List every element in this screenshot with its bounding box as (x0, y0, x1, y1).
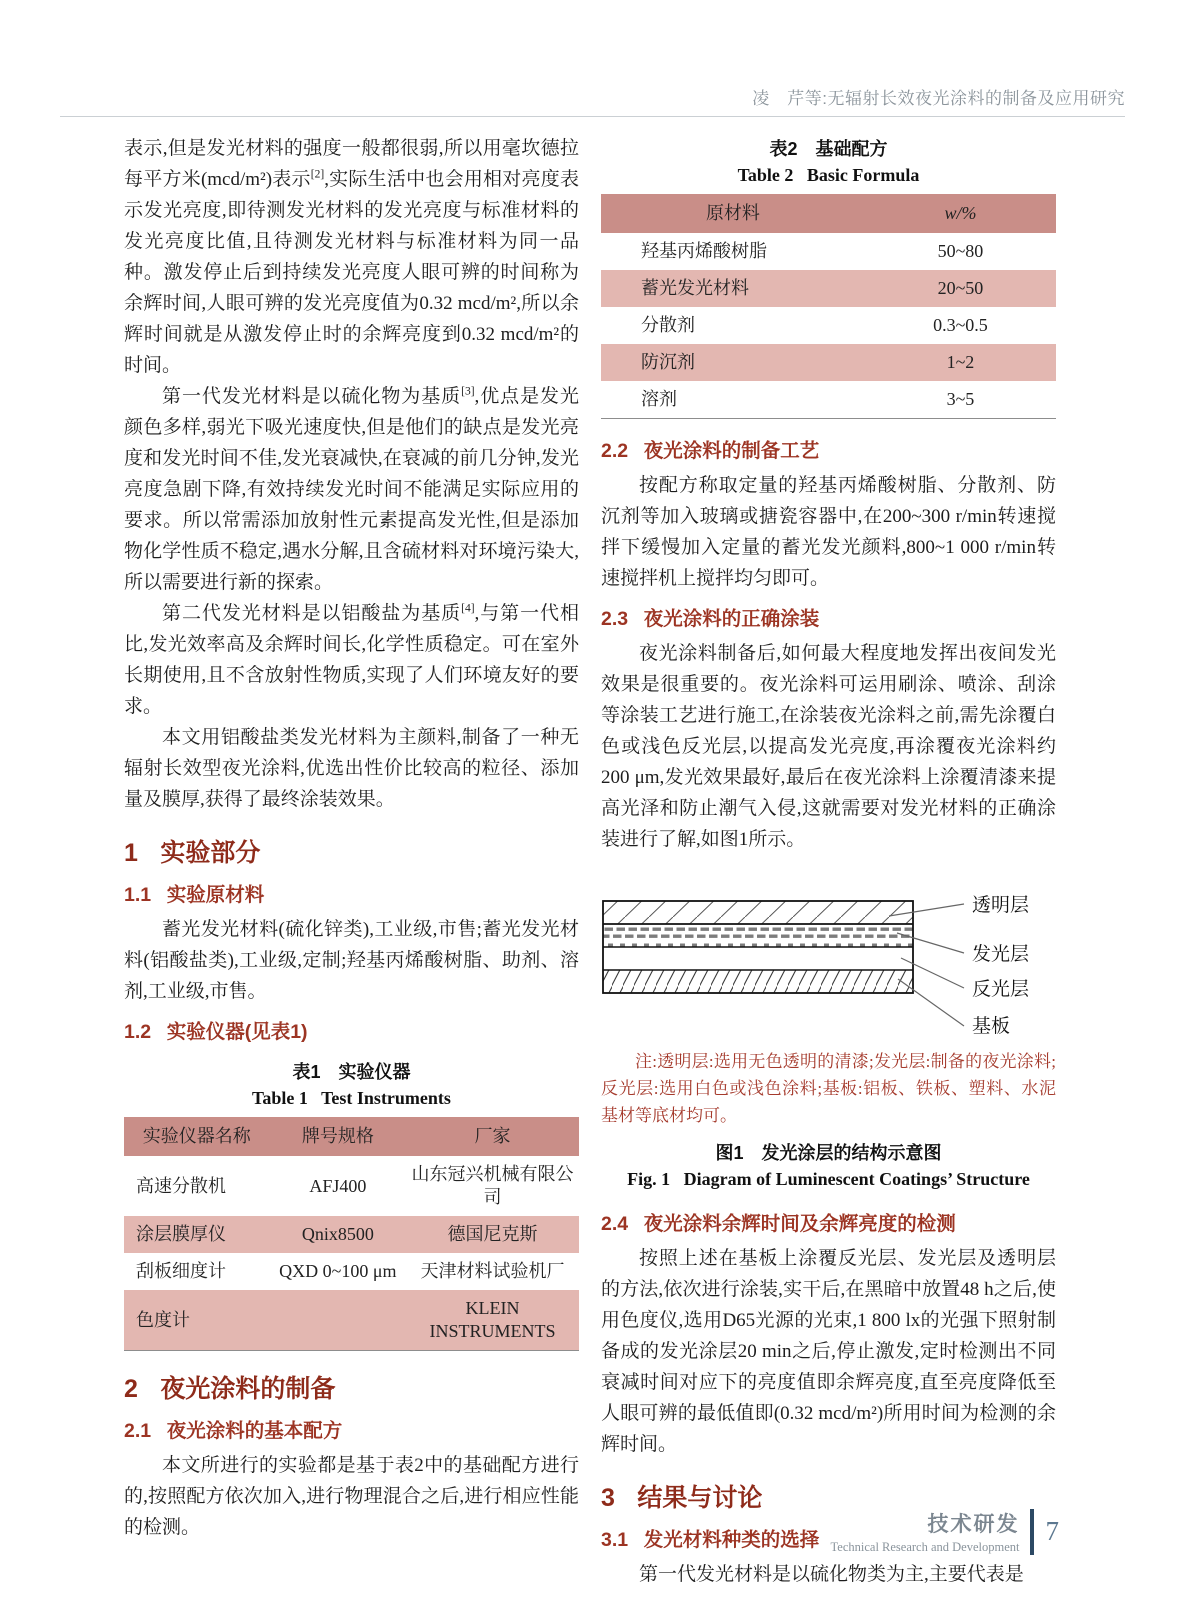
footer-section-name (831, 1508, 1020, 1555)
section-number: 2 (124, 1375, 138, 1403)
cell: 50~80 (937, 241, 984, 261)
figure-1-note: 注:透明层:选用无色透明的清漆;发光层:制备的夜光涂料;反光层:选用白色或浅色涂料;基板:铝板、铁板、塑料、水泥基材等底材均可。 (601, 1052, 1056, 1125)
table-row (124, 1290, 579, 1351)
header-divider (60, 116, 1125, 117)
section-title: 夜光涂料的正确涂装 (643, 608, 820, 630)
table-row (601, 344, 1056, 381)
table-2-caption (601, 135, 1056, 186)
section-number: 3 (601, 1484, 615, 1512)
table-2-basic-formula (601, 194, 1056, 419)
table-header-row (601, 194, 1056, 233)
reflective-layer (603, 947, 913, 970)
section-title: 实验仪器(见表1) (166, 1021, 308, 1043)
cell: 3~5 (946, 389, 975, 409)
running-header (60, 84, 1125, 109)
cell: 高速分散机 (136, 1175, 226, 1196)
layer-label-transparent: 透明层 (972, 895, 1030, 916)
running-title: 凌 芹等:无辐射长效夜光涂料的制备及应用研究 (752, 89, 1125, 108)
paragraph-coating-application: 夜光涂料制备后,如何最大程度地发挥出夜间发光效果是很重要的。夜光涂料可运用刷涂、喷涂、刮涂等涂装工艺进行施工,在涂装夜光涂料之前,需先涂覆白色或浅色反光层,以提高发光亮度,再涂覆夜光涂料约200 μm,发光效果最好,最后在夜光涂料上涂覆清漆来提高光泽和防止潮气入侵,这就需要对发光材料的正确涂装进行了解,如图1所示。 (601, 643, 1056, 850)
section-number: 3.1 (601, 1529, 629, 1551)
table-1-caption-cn: 表1 实验仪器 (292, 1062, 411, 1082)
section-number: 2.1 (124, 1420, 152, 1442)
cell: 天津材料试验机厂 (420, 1261, 565, 1281)
cell: 分散剂 (641, 315, 695, 335)
figure-1-caption-en: Fig. 1 Diagram of Luminescent Coatings’ Structure (627, 1169, 1030, 1189)
table-2-caption-en: Table 2 Basic Formula (737, 165, 920, 185)
table-1-test-instruments (124, 1117, 579, 1351)
column-header: 实验仪器名称 (124, 1117, 270, 1156)
section-title: 夜光涂料的基本配方 (166, 1420, 343, 1442)
cell: 羟基丙烯酸树脂 (641, 241, 767, 261)
table-header-row (124, 1117, 579, 1156)
table-row (601, 233, 1056, 270)
figure-1-block (601, 871, 1056, 1190)
table-1-caption (124, 1058, 579, 1109)
paragraph-study-summary: 本文用铝酸盐类发光材料为主颜料,制备了一种无辐射长效型夜光涂料,优选出性价比较高的粒径、添加量及膜厚,获得了最终涂装效果。 (124, 727, 579, 810)
cell: 蓄光发光材料 (641, 278, 749, 298)
table-row (601, 381, 1056, 419)
table-row (124, 1253, 579, 1290)
layer-label-reflective: 反光层 (972, 979, 1030, 1000)
section-number: 2.2 (601, 440, 629, 462)
section-number: 2.3 (601, 608, 629, 630)
table-row (601, 307, 1056, 344)
cell: AFJ400 (309, 1175, 367, 1196)
cell: 20~50 (937, 278, 984, 298)
left-column (124, 133, 579, 1590)
section-title: 结果与讨论 (637, 1484, 763, 1512)
cell: 山东冠兴机械有限公司 (411, 1164, 574, 1207)
section-number: 1 (124, 839, 138, 867)
table-row (124, 1216, 579, 1253)
page-footer (831, 1508, 1059, 1555)
layer-label-luminescent: 发光层 (972, 944, 1030, 965)
cell: 溶剂 (641, 389, 677, 409)
paragraph-material-selection: 第一代发光材料是以硫化物类为主,主要代表是 (639, 1564, 1024, 1585)
table-2-caption-cn: 表2 基础配方 (769, 139, 888, 159)
section-2-1-heading (124, 1415, 579, 1443)
page-number: 7 (1045, 1516, 1059, 1546)
substrate-layer (603, 970, 913, 993)
page-content (124, 133, 1056, 1590)
transparent-layer (603, 901, 913, 924)
cell: Qnix8500 (301, 1224, 374, 1244)
luminescent-layers-diagram (601, 871, 1056, 1039)
cell: 1~2 (946, 352, 975, 372)
column-header: 厂家 (406, 1117, 579, 1156)
table-row (124, 1156, 579, 1216)
leader-line (898, 979, 964, 1026)
cell (270, 1290, 407, 1351)
footer-divider-bar (1030, 1509, 1034, 1555)
cell: 色度计 (136, 1309, 190, 1330)
cell: 涂层膜厚仪 (136, 1224, 226, 1244)
paragraph-basic-formula: 本文所进行的实验都是基于表2中的基础配方进行的,按照配方依次加入,进行物理混合之后,进行相应性能的检测。 (124, 1455, 579, 1538)
cell: 刮板细度计 (136, 1261, 226, 1281)
section-number: 1.1 (124, 884, 152, 906)
cell: QXD 0~100 μm (279, 1261, 397, 1281)
column-header: w/% (865, 194, 1056, 233)
paragraph-afterglow-testing: 按照上述在基板上涂覆反光层、发光层及透明层的方法,依次进行涂装,实干后,在黑暗中放置48 h之后,使用色度仪,选用D65光源的光束,1 800 lx的光强下照射制备成的发光涂层20 min之后,停止激发,定时检测出不同衰减时间对应下的亮度值即余辉亮度,直至亮度降低至人眼可辨的最低值即(0.32 mcd/m²)所用时间为检测的余辉时间。 (601, 1248, 1056, 1455)
section-2-4-heading (601, 1208, 1056, 1236)
column-header: 牌号规格 (270, 1117, 407, 1156)
figure-1-caption-cn: 图1 发光涂层的结构示意图 (715, 1143, 942, 1163)
cell: 德国尼克斯 (447, 1224, 538, 1244)
section-title: 发光材料种类的选择 (643, 1529, 820, 1551)
luminescent-layer (603, 924, 913, 947)
section-2-heading (124, 1369, 579, 1405)
column-header: 原材料 (601, 194, 865, 233)
section-1-1-heading (124, 879, 579, 907)
section-title: 夜光涂料余辉时间及余辉亮度的检测 (643, 1213, 956, 1235)
section-2-2-heading (601, 435, 1056, 463)
right-column (601, 133, 1056, 1590)
cell: KLEIN INSTRUMENTS (429, 1298, 556, 1341)
table-1-caption-en: Table 1 Test Instruments (252, 1088, 451, 1108)
cell: 防沉剂 (641, 352, 695, 372)
figure-1-caption (601, 1139, 1056, 1190)
cell: 0.3~0.5 (933, 315, 988, 335)
section-title: 夜光涂料的制备 (160, 1375, 336, 1403)
section-number: 2.4 (601, 1213, 629, 1235)
table-row (601, 270, 1056, 307)
footer-section-en: Technical Research and Development (830, 1540, 1020, 1554)
footer-section-cn: 技术研发 (927, 1513, 1020, 1536)
section-title: 实验部分 (160, 839, 261, 867)
section-title: 实验原材料 (166, 884, 265, 906)
section-1-heading (124, 833, 579, 869)
section-2-3-heading (601, 603, 1056, 631)
paragraph-luminance-units: 表示,但是发光材料的强度一般都很弱,所以用毫坎德拉每平方米(mcd/m²)表示[2],实际生活中也会用相对亮度表示发光亮度,即待测发光材料的发光亮度与标准材料的发光亮度比值,且待测发光材料与标准材料为同一品种。激发停止后到持续发光亮度人眼可辨的时间称为余辉时间,人眼可辨的发光亮度值为0.32 mcd/m²,所以余辉时间就是从激发停止时的余辉亮度到0.32 mcd/m²的时间。 (124, 138, 579, 376)
paragraph-first-gen-materials: 第一代发光材料是以硫化物为基质[3],优点是发光颜色多样,弱光下吸光速度快,但是他们的缺点是发光亮度和发光时间不佳,发光衰减快,在衰减的前几分钟,发光亮度急剧下降,有效持续发光时间不能满足实际应用的要求。所以常需添加放射性元素提高发光性,但是添加物化学性质不稳定,遇水分解,且含硫材料对环境污染大,所以需要进行新的探索。 (124, 385, 579, 593)
section-1-2-heading (124, 1016, 579, 1044)
paragraph-second-gen-materials: 第二代发光材料是以铝酸盐为基质[4],与第一代相比,发光效率高及余辉时间长,化学性质稳定。可在室外长期使用,且不含放射性物质,实现了人们环境友好的要求。 (124, 602, 579, 717)
paragraph-preparation-process: 按配方称取定量的羟基丙烯酸树脂、分散剂、防沉剂等加入玻璃或搪瓷容器中,在200~300 r/min转速搅拌下缓慢加入定量的蓄光发光颜料,800~1 000 r/min转速搅拌机上搅拌均匀即可。 (601, 475, 1056, 589)
paragraph-raw-materials: 蓄光发光材料(硫化锌类),工业级,市售;蓄光发光材料(铝酸盐类),工业级,定制;羟基丙烯酸树脂、助剂、溶剂,工业级,市售。 (124, 919, 579, 1002)
section-title: 夜光涂料的制备工艺 (643, 440, 820, 462)
layer-label-substrate: 基板 (972, 1016, 1011, 1037)
section-number: 1.2 (124, 1021, 152, 1043)
